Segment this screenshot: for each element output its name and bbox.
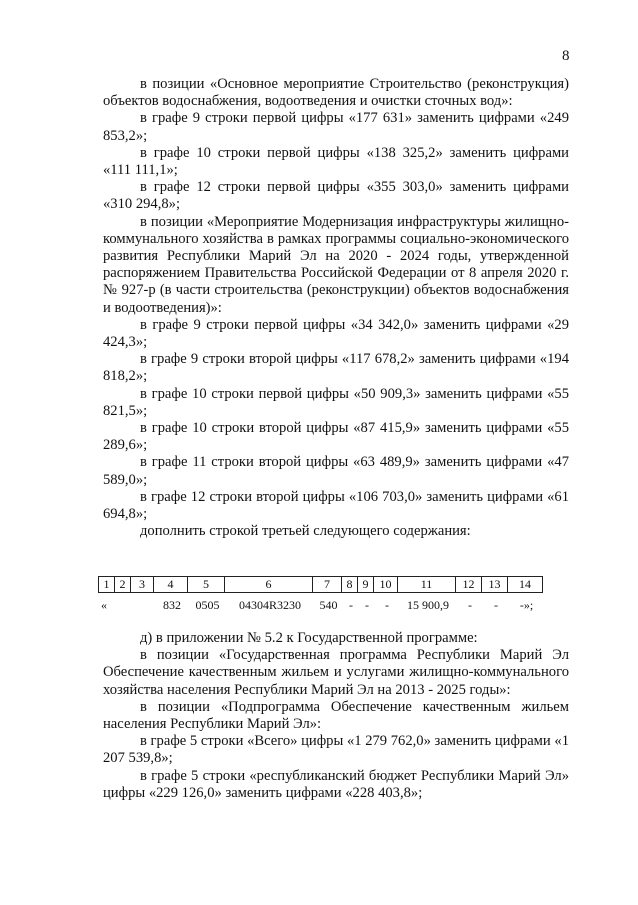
table-cell: « xyxy=(101,597,107,612)
table-cell: 15 900,9 xyxy=(407,597,449,612)
page-number: 8 xyxy=(562,48,570,64)
paragraph: в графе 9 строки первой цифры «177 631» заменить цифрами «249 853,2»; xyxy=(103,110,569,144)
paragraph: в позиции «Подпрограмма Обеспечение качественным жильем населения Республики Марий Эл»: xyxy=(103,698,569,733)
column-header: 2 xyxy=(115,577,131,593)
paragraph: в графе 11 строки второй цифры «63 489,9» заменить цифрами «47 589,0»; xyxy=(103,454,569,488)
table-cell: - xyxy=(385,597,389,612)
column-header: 12 xyxy=(456,577,482,593)
table-cell: 0505 xyxy=(195,597,220,612)
column-header: 13 xyxy=(482,577,508,593)
table-cell: - xyxy=(468,597,472,612)
table-cell xyxy=(116,597,132,613)
column-header: 7 xyxy=(313,577,342,593)
column-header: 11 xyxy=(398,577,456,593)
document-body-top xyxy=(103,76,569,540)
paragraph: в графе 9 строки первой цифры «34 342,0» заменить цифрами «29 424,3»; xyxy=(103,316,569,351)
paragraph: в графе 9 строки второй цифры «117 678,2» заменить цифрами «194 818,2»; xyxy=(103,351,569,385)
paragraph: в графе 10 строки второй цифры «87 415,9» заменить цифрами «55 289,6»; xyxy=(103,420,569,454)
paragraph: в графе 5 строки «республиканский бюджет Республики Марий Эл» цифры «229 126,0» заменить цифрами «228 403,8»; xyxy=(103,767,569,801)
table-cell: -»; xyxy=(519,597,534,612)
column-header: 6 xyxy=(225,577,313,593)
column-header: 9 xyxy=(358,577,374,593)
table-cell xyxy=(132,597,155,613)
document-body-bottom xyxy=(103,630,569,802)
added-row-table xyxy=(98,597,544,613)
column-header: 10 xyxy=(374,577,398,593)
column-header: 3 xyxy=(131,577,154,593)
column-header: 5 xyxy=(188,577,225,593)
column-header: 14 xyxy=(508,577,543,593)
column-header: 8 xyxy=(342,577,358,593)
column-header: 4 xyxy=(154,577,188,593)
column-numbers-table xyxy=(98,576,543,593)
table-cell: 04304R3230 xyxy=(238,597,301,612)
paragraph: в позиции «Основное мероприятие Строительство (реконструкция) объектов водоснабжения, водоотведения и очистки сточных вод»: xyxy=(103,76,569,110)
paragraph: в позиции «Государственная программа Республики Марий Эл Обеспечение качественным жильем и услугами жилищно-коммунального хозяйства населения Республики Марий Эл на 2013 - 2025 годы»: xyxy=(103,647,569,698)
paragraph: д) в приложении № 5.2 к Государственной программе: xyxy=(140,630,478,646)
table-cell: 832 xyxy=(163,597,181,612)
paragraph: в позиции «Мероприятие Модернизация инфраструктуры жилищно-коммунального хозяйства в рамках программы социально-экономического развития Республики Марий Эл на 2020 - 2024 годы, утвержденной распоряжением Правительства Российской Федерации от 8 апреля 2020 г. № 927-р (в части строительства (реконструкции) объектов водоснабжения и водоотведения)»: xyxy=(103,213,569,316)
paragraph: в графе 12 строки первой цифры «355 303,0» заменить цифрами «310 294,8»; xyxy=(103,179,569,213)
paragraph: дополнить строкой третьей следующего содержания: xyxy=(140,523,471,540)
paragraph: в графе 10 строки первой цифры «138 325,2» заменить цифрами «111 111,1»; xyxy=(103,144,569,179)
table-cell: - xyxy=(494,597,498,612)
paragraph: в графе 10 строки первой цифры «50 909,3» заменить цифрами «55 821,5»; xyxy=(103,385,569,419)
paragraph: в графе 5 строки «Всего» цифры «1 279 762,0» заменить цифрами «1 207 539,8»; xyxy=(103,733,569,767)
table-cell: 540 xyxy=(319,597,338,612)
table-cell: - xyxy=(349,597,353,612)
paragraph: в графе 12 строки второй цифры «106 703,0» заменить цифрами «61 694,8»; xyxy=(103,488,569,523)
column-header: 1 xyxy=(99,577,115,593)
table-cell: - xyxy=(365,597,369,612)
